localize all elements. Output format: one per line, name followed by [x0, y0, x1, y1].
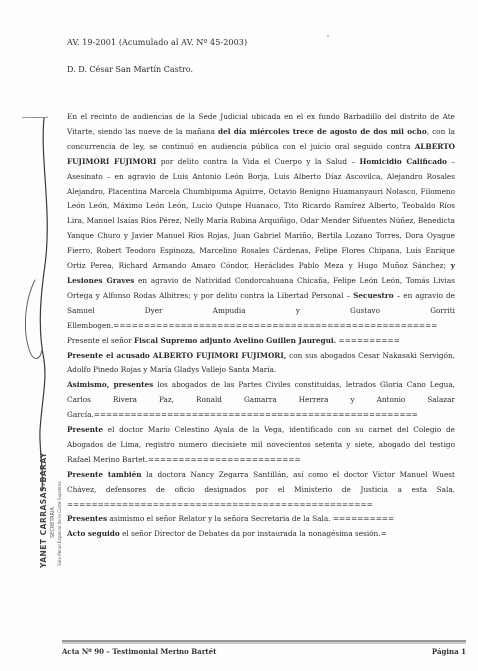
- text-span: En el recinto de audiencias de la Sede Judicial ubicada en el ex fundo Barbadillo del distrito de Ate Vitarte, siendo las nueve de la mañana: [67, 112, 455, 136]
- svg-text:Sala Penal Especial de la Cort: Sala Penal Especial de la Corte Suprema: [57, 481, 62, 566]
- paragraph-civil-parties: [67, 378, 455, 423]
- bold-lead: Presente también: [67, 469, 142, 479]
- text-span: Presente el señor: [67, 335, 134, 345]
- svg-text:YANET CARRASAS-BARAY: YANET CARRASAS-BARAY: [39, 452, 48, 568]
- text-span: el doctor Mario Celestino Ayala de la Vega, identificado con su carnet del Colegio de Abogados de Lima, registro numero diecisiete mil novecientos setenta y siete, abogado del testigo Rafael Merino Bartet.=========================: [67, 425, 455, 464]
- svg-text:SECRETARIA: SECRETARIA: [50, 507, 56, 538]
- bold-prosecutor: Fiscal Supremo adjunto Avelino Guillen Jauregui.: [133, 335, 337, 345]
- bold-lead: Asimismo, presentes: [67, 380, 154, 390]
- text-span: por delito contra la Vida el Cuerpo y la Salud –: [156, 156, 360, 166]
- text-span: ==========: [336, 335, 400, 345]
- bold-charge: Secuestro: [353, 290, 394, 300]
- paragraph-opening: [67, 110, 455, 334]
- paragraph-session-start: [67, 527, 455, 542]
- text-span: con sus abogados Cesar Nakasaki Servigón, Adolfo Pinedo Rojas y María Gladys Vallejo Santa María.: [67, 350, 455, 375]
- text-span: el señor Director de Debates da por instaurada la nonagésima sesión.=: [119, 529, 387, 539]
- paragraph-accused: [67, 349, 455, 379]
- paragraph-witness-lawyer: [67, 423, 455, 468]
- case-reference: AV. 19-2001 (Acumulado al AV. Nº 45-2003): [67, 38, 248, 47]
- text-span: en agravio de Natividad Condorcahuana Chicaña, Felipe León León, Tomás Livias Ortega y Alfonso Rodas Albitres; y por delito contra la Libertad Personal –: [67, 275, 455, 300]
- bold-defendant: ALBERTO FUJIMORI FUJIMORI: [67, 141, 455, 166]
- bold-charge: Homicidio Calificado: [359, 156, 447, 166]
- text-span: , con la concurrencia de ley, se continuó en audiencia pública con el juicio oral seguido contra: [67, 126, 456, 151]
- paragraph-staff: [67, 512, 455, 527]
- text-span: asimismo el señor Relator y la señora Secretaria de la Sala. ==========: [107, 514, 394, 524]
- bold-lead: Presente: [67, 425, 104, 435]
- paragraph-prosecutor: [67, 334, 455, 349]
- paragraph-defenders: [67, 468, 455, 513]
- document-body: [67, 110, 455, 542]
- bold-charge: y Lesiones Graves: [67, 261, 455, 285]
- text-span: – en agravio de Samuel Dyer Ampudia y Gustavo Gorriti Ellembogen.=====================================================: [67, 290, 455, 330]
- bold-accused: Presente el acusado ALBERTO FUJIMORI FUJIMORI,: [67, 350, 287, 360]
- text-span: los abogados de las Partes Civiles constituidas, letrados Gloria Cano Legua, Carlos Rivera Paz, Ronald Gamarra Herrera y Antonio Salazar García.=====================================================: [67, 380, 456, 420]
- text-span: la doctora Nancy Zegarra Santillán, así como el doctor Víctor Manuel Wuest Chávez, defensores de oficio designados por el Ministerio de Justicia a esta Sala. ==================================================: [67, 469, 455, 509]
- secretary-stamp: [39, 452, 62, 569]
- footer-act-label: Acta Nº 90 – Testimonial Merino Bartét: [62, 647, 217, 656]
- bold-date: del día miércoles trece de agosto de dos mil ocho: [218, 126, 427, 136]
- bold-lead: Presentes: [67, 514, 108, 524]
- text-span: – Asesinato – en agravio de Luis Antonio León Borja, Luis Alberto Díaz Ascovilca, Alejandro Rosales Alejandro, Placentina Marcela Chumbipuma Aguirre, Octavio Benigno Huamanyauri Nolasco, Filomeno León León, Máximo León León, Lucio Quispe Huanaco, Tito Ricardo Ramírez Alberto, Teobaldo Ríos Lira, Manuel Isaías Ríos Pérez, Nelly María Rubina Arquiñigo, Odar Mender Sifuentes Núñez, Benedicta Yanque Churo y Javier Manuel Ríos Rojas, Juan Gabriel Mariño, Bertila Lozano Torres, Dora Oyague Fierro, Robert Teodoro Espinoza, Marcelino Rosales Cárdenas, Felipe Flores Chipana, Luis Enrique Ortiz Perea, Richard Armando Amaro Cóndor, Heráclides Pablo Meza y Hugo Muñoz Sánchez;: [67, 156, 456, 271]
- bold-lead: Acto seguido: [67, 529, 120, 539]
- judge-name: D. D. César San Martín Castro.: [67, 65, 193, 74]
- footer-page-number: Página 1: [431, 647, 466, 656]
